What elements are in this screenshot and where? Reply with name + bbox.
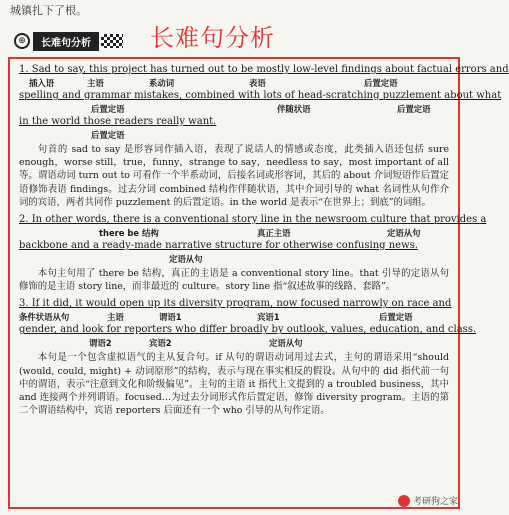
label: 主语: [107, 312, 124, 323]
label: there be 结构: [99, 228, 159, 239]
label: 插入语: [29, 78, 55, 88]
s3-analysis: 本句是一个包含虚拟语气的主从复合句。if 从句的谓语动词用过去式，主句的谓语采用“should (would, could, might) + 动词原形”的结构，表示与现在事实相反的假设。从句中的 did 指代前一句中的谓语，表示“注意到文化和阶级偏见”。主句的主语 it 指代上文提到的 a troubled business，其中 and 连接两个并列谓语。focused…为过去分词形式作后置定语，修饰 diversity program。主语的第二个谓语结构中，宾语 reporters 后面还有一个 who 引导的从句作定语。: [19, 352, 449, 417]
watermark-logo-icon: [398, 495, 410, 507]
top-text: 城镇扎下了根。: [10, 4, 87, 17]
label: 伴随状语: [277, 104, 311, 114]
s1-analysis: 句首的 sad to say 是形容词作插入语，表现了说话人的情感或态度，此类插入语还包括 sure enough，worse still，true，funny，strange to say，needless to say，most important of all 等。谓语动词 turn out to 可看作一个半系动词，后接名词或形容词，其后的 about 介词短语作后置定语修饰表语 findings。过去分词 combined 结构作伴随状语，其中介词引导的 what 名词性从句作介词的宾语，两者共同作 puzzlement 的后置定语。in the world 是表示“在世界上；到底”的词组。: [19, 144, 449, 208]
watermark: [398, 494, 458, 507]
s2-analysis: 本句主句用了 there be 结构，真正的主语是 a conventional story line。that 引导的定语从句修饰的是主语 story line，而非最近的 culture。story line 指“叙述故事的线路、套路”。: [19, 268, 449, 293]
label: 定语从句: [169, 254, 203, 265]
checker-pattern-icon: [101, 34, 123, 48]
s2-line2: backbone and a ready-made narrative structure for otherwise confusing news.: [19, 240, 418, 252]
s1-labels3: [19, 129, 449, 141]
watermark-text: 考研狗之家: [412, 497, 458, 507]
label: 后置定语: [379, 312, 413, 323]
label: 定语从句: [269, 338, 303, 349]
label: 宾语2: [149, 338, 172, 349]
label: 谓语1: [159, 312, 182, 323]
s1-line1: 1. Sad to say, this project has turned out to be mostly low-level findings about factual errors and: [19, 64, 509, 75]
s3-line2: gender, and look for reporters who differ broadly by outlook, values, education, and class.: [19, 324, 477, 336]
label: 后置定语: [91, 130, 125, 140]
s3-labels1: [19, 311, 449, 323]
s2-line1: 2. In other words, there is a conventional story line in the newsroom culture that provides a: [19, 214, 487, 226]
label: 主语: [87, 78, 104, 88]
label: 表语: [249, 78, 266, 88]
label: 宾语1: [257, 312, 280, 323]
label: 系动词: [149, 78, 175, 88]
s3-labels2: [19, 337, 449, 349]
s3-line1: 3. If it did, it would open up its diversity program, now focused narrowly on race and: [19, 298, 452, 310]
s1-line3: in the world those readers really want.: [19, 116, 217, 127]
label: 真正主语: [257, 228, 291, 239]
label: 后置定语: [397, 104, 431, 114]
section-header: [14, 30, 134, 52]
s1-labels2: [19, 103, 449, 115]
s2-labels1: [19, 227, 449, 239]
target-icon: ⊕: [14, 33, 30, 49]
red-title: 长难句分析: [150, 24, 275, 52]
s2-labels2: [19, 253, 449, 265]
label: 条件状语从句: [19, 312, 70, 323]
s1-line2: spelling and grammar mistakes, combined with lots of head-scratching puzzlement about what: [19, 90, 502, 101]
label: 后置定语: [91, 104, 125, 114]
analysis-content: [19, 63, 509, 421]
label: 定语从句: [387, 228, 421, 239]
s1-labels1: [19, 77, 449, 89]
section-badge: 长难句分析: [33, 32, 99, 51]
label: 谓语2: [89, 338, 112, 349]
label: 后置定语: [364, 78, 398, 88]
